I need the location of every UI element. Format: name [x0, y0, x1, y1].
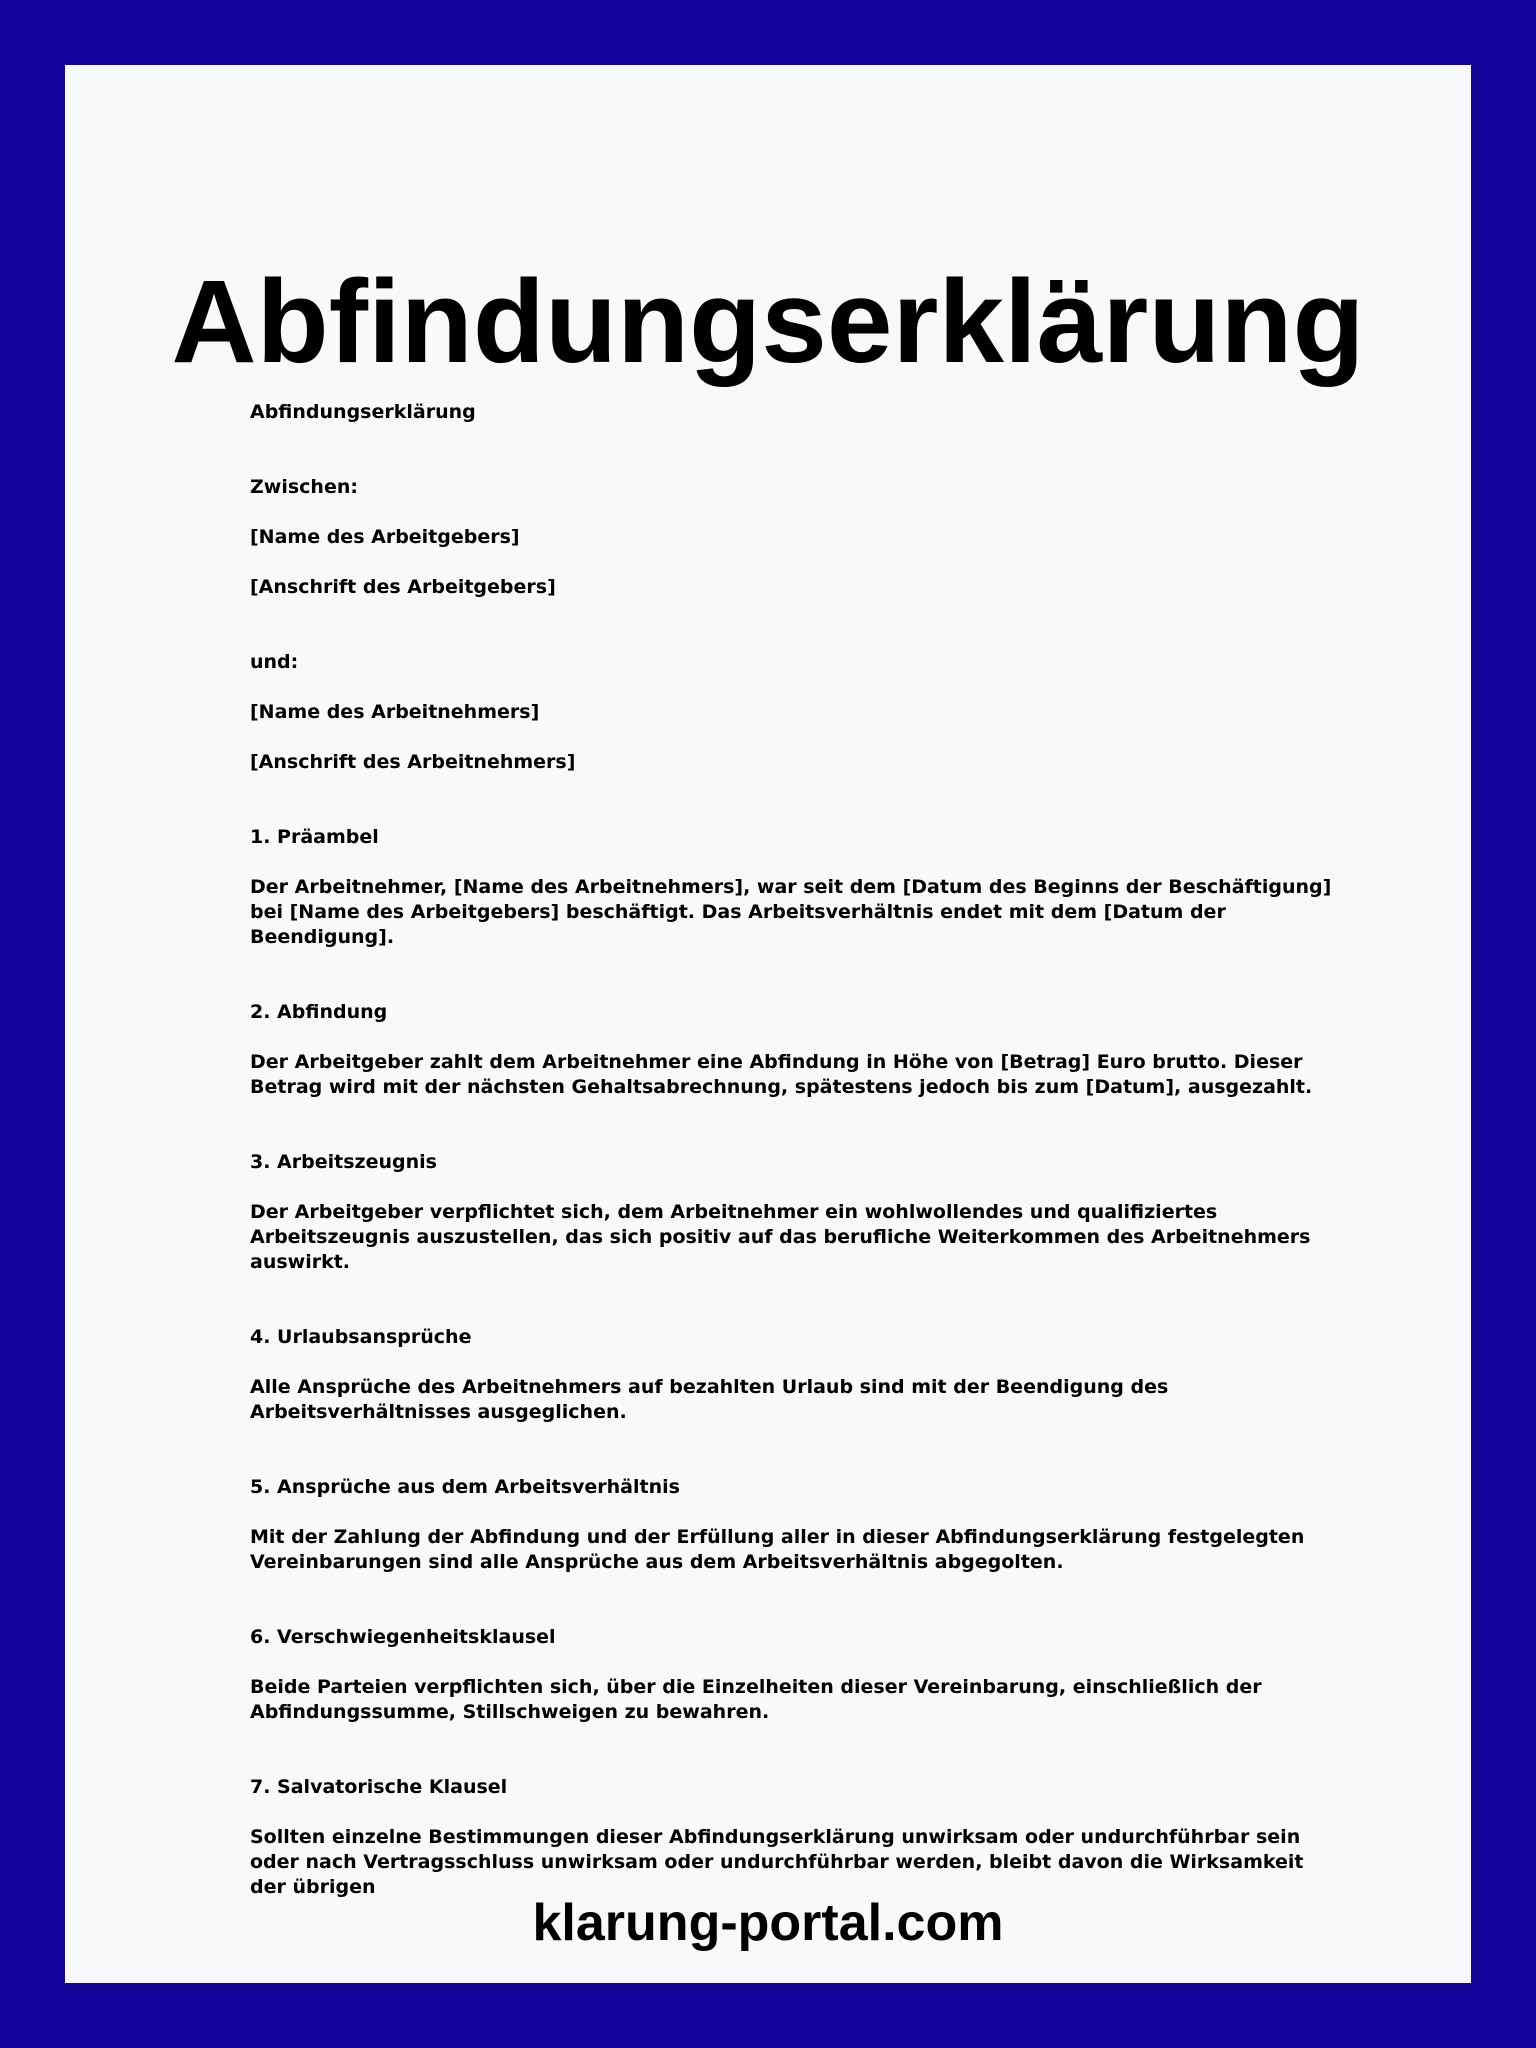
employee-name: [Name des Arbeitnehmers] — [250, 701, 540, 723]
section-urlaubsansprueche — [250, 1325, 1340, 1425]
employer-address: [Anschrift des Arbeitgebers] — [250, 576, 556, 598]
parties-employer-block — [250, 475, 1340, 600]
document-page — [65, 65, 1471, 1983]
section-title: 7. Salvatorische Klausel — [250, 1776, 508, 1798]
document-body — [250, 400, 1340, 1900]
section-abfindung — [250, 1000, 1340, 1100]
section-title: 5. Ansprüche aus dem Arbeitsverhältnis — [250, 1476, 680, 1498]
employee-address: [Anschrift des Arbeitnehmers] — [250, 751, 576, 773]
section-ansprueche-arbeitsverhaeltnis — [250, 1475, 1340, 1575]
section-salvatorische-klausel — [250, 1775, 1340, 1900]
section-title: 1. Präambel — [250, 826, 379, 848]
and-label: und: — [250, 651, 299, 673]
document-heading: Abfindungserklärung — [250, 401, 476, 423]
section-title: 4. Urlaubsansprüche — [250, 1326, 472, 1348]
section-body: Der Arbeitgeber zahlt dem Arbeitnehmer eine Abfindung in Höhe von [Betrag] Euro brutto. Dieser Betrag wird mit der nächsten Gehaltsabrechnung, spätestens jedoch bis zum [Datum], ausgezahlt. — [250, 1051, 1313, 1098]
employer-name: [Name des Arbeitgebers] — [250, 526, 520, 548]
section-body: Beide Parteien verpflichten sich, über die Einzelheiten dieser Vereinbarung, einschließlich der Abfindungssumme, Stillschweigen zu bewahren. — [250, 1676, 1262, 1723]
footer-website: klarung-portal.com — [532, 1894, 1004, 1952]
document-heading-block — [250, 400, 1340, 425]
section-title: 6. Verschwiegenheitsklausel — [250, 1626, 556, 1648]
section-body: Sollten einzelne Bestimmungen dieser Abfindungserklärung unwirksam oder undurchführbar sein oder nach Vertragsschluss unwirksam oder undurchführbar werden, bleibt davon die Wirksamkeit der übrigen — [250, 1826, 1304, 1898]
section-body: Mit der Zahlung der Abfindung und der Erfüllung aller in dieser Abfindungserklärung festgelegten Vereinbarungen sind alle Ansprüche aus dem Arbeitsverhältnis abgegolten. — [250, 1526, 1305, 1573]
parties-employee-block — [250, 650, 1340, 775]
section-praeambel — [250, 825, 1340, 950]
section-body: Alle Ansprüche des Arbeitnehmers auf bezahlten Urlaub sind mit der Beendigung des Arbeitsverhältnisses ausgeglichen. — [250, 1376, 1169, 1423]
section-verschwiegenheitsklausel — [250, 1625, 1340, 1725]
section-body: Der Arbeitgeber verpflichtet sich, dem Arbeitnehmer ein wohlwollendes und qualifiziertes Arbeitszeugnis auszustellen, das sich positiv auf das berufliche Weiterkommen des Arbeitnehmers auswirkt. — [250, 1201, 1311, 1273]
section-arbeitszeugnis — [250, 1150, 1340, 1275]
page-title: Abfindungserklärung — [171, 256, 1365, 388]
section-title: 3. Arbeitszeugnis — [250, 1151, 437, 1173]
section-title: 2. Abfindung — [250, 1001, 388, 1023]
between-label: Zwischen: — [250, 476, 358, 498]
section-body: Der Arbeitnehmer, [Name des Arbeitnehmers], war seit dem [Datum des Beginns der Beschäftigung] bei [Name des Arbeitgebers] beschäftigt. Das Arbeitsverhältnis endet mit dem [Datum der Beendigung]. — [250, 876, 1332, 948]
